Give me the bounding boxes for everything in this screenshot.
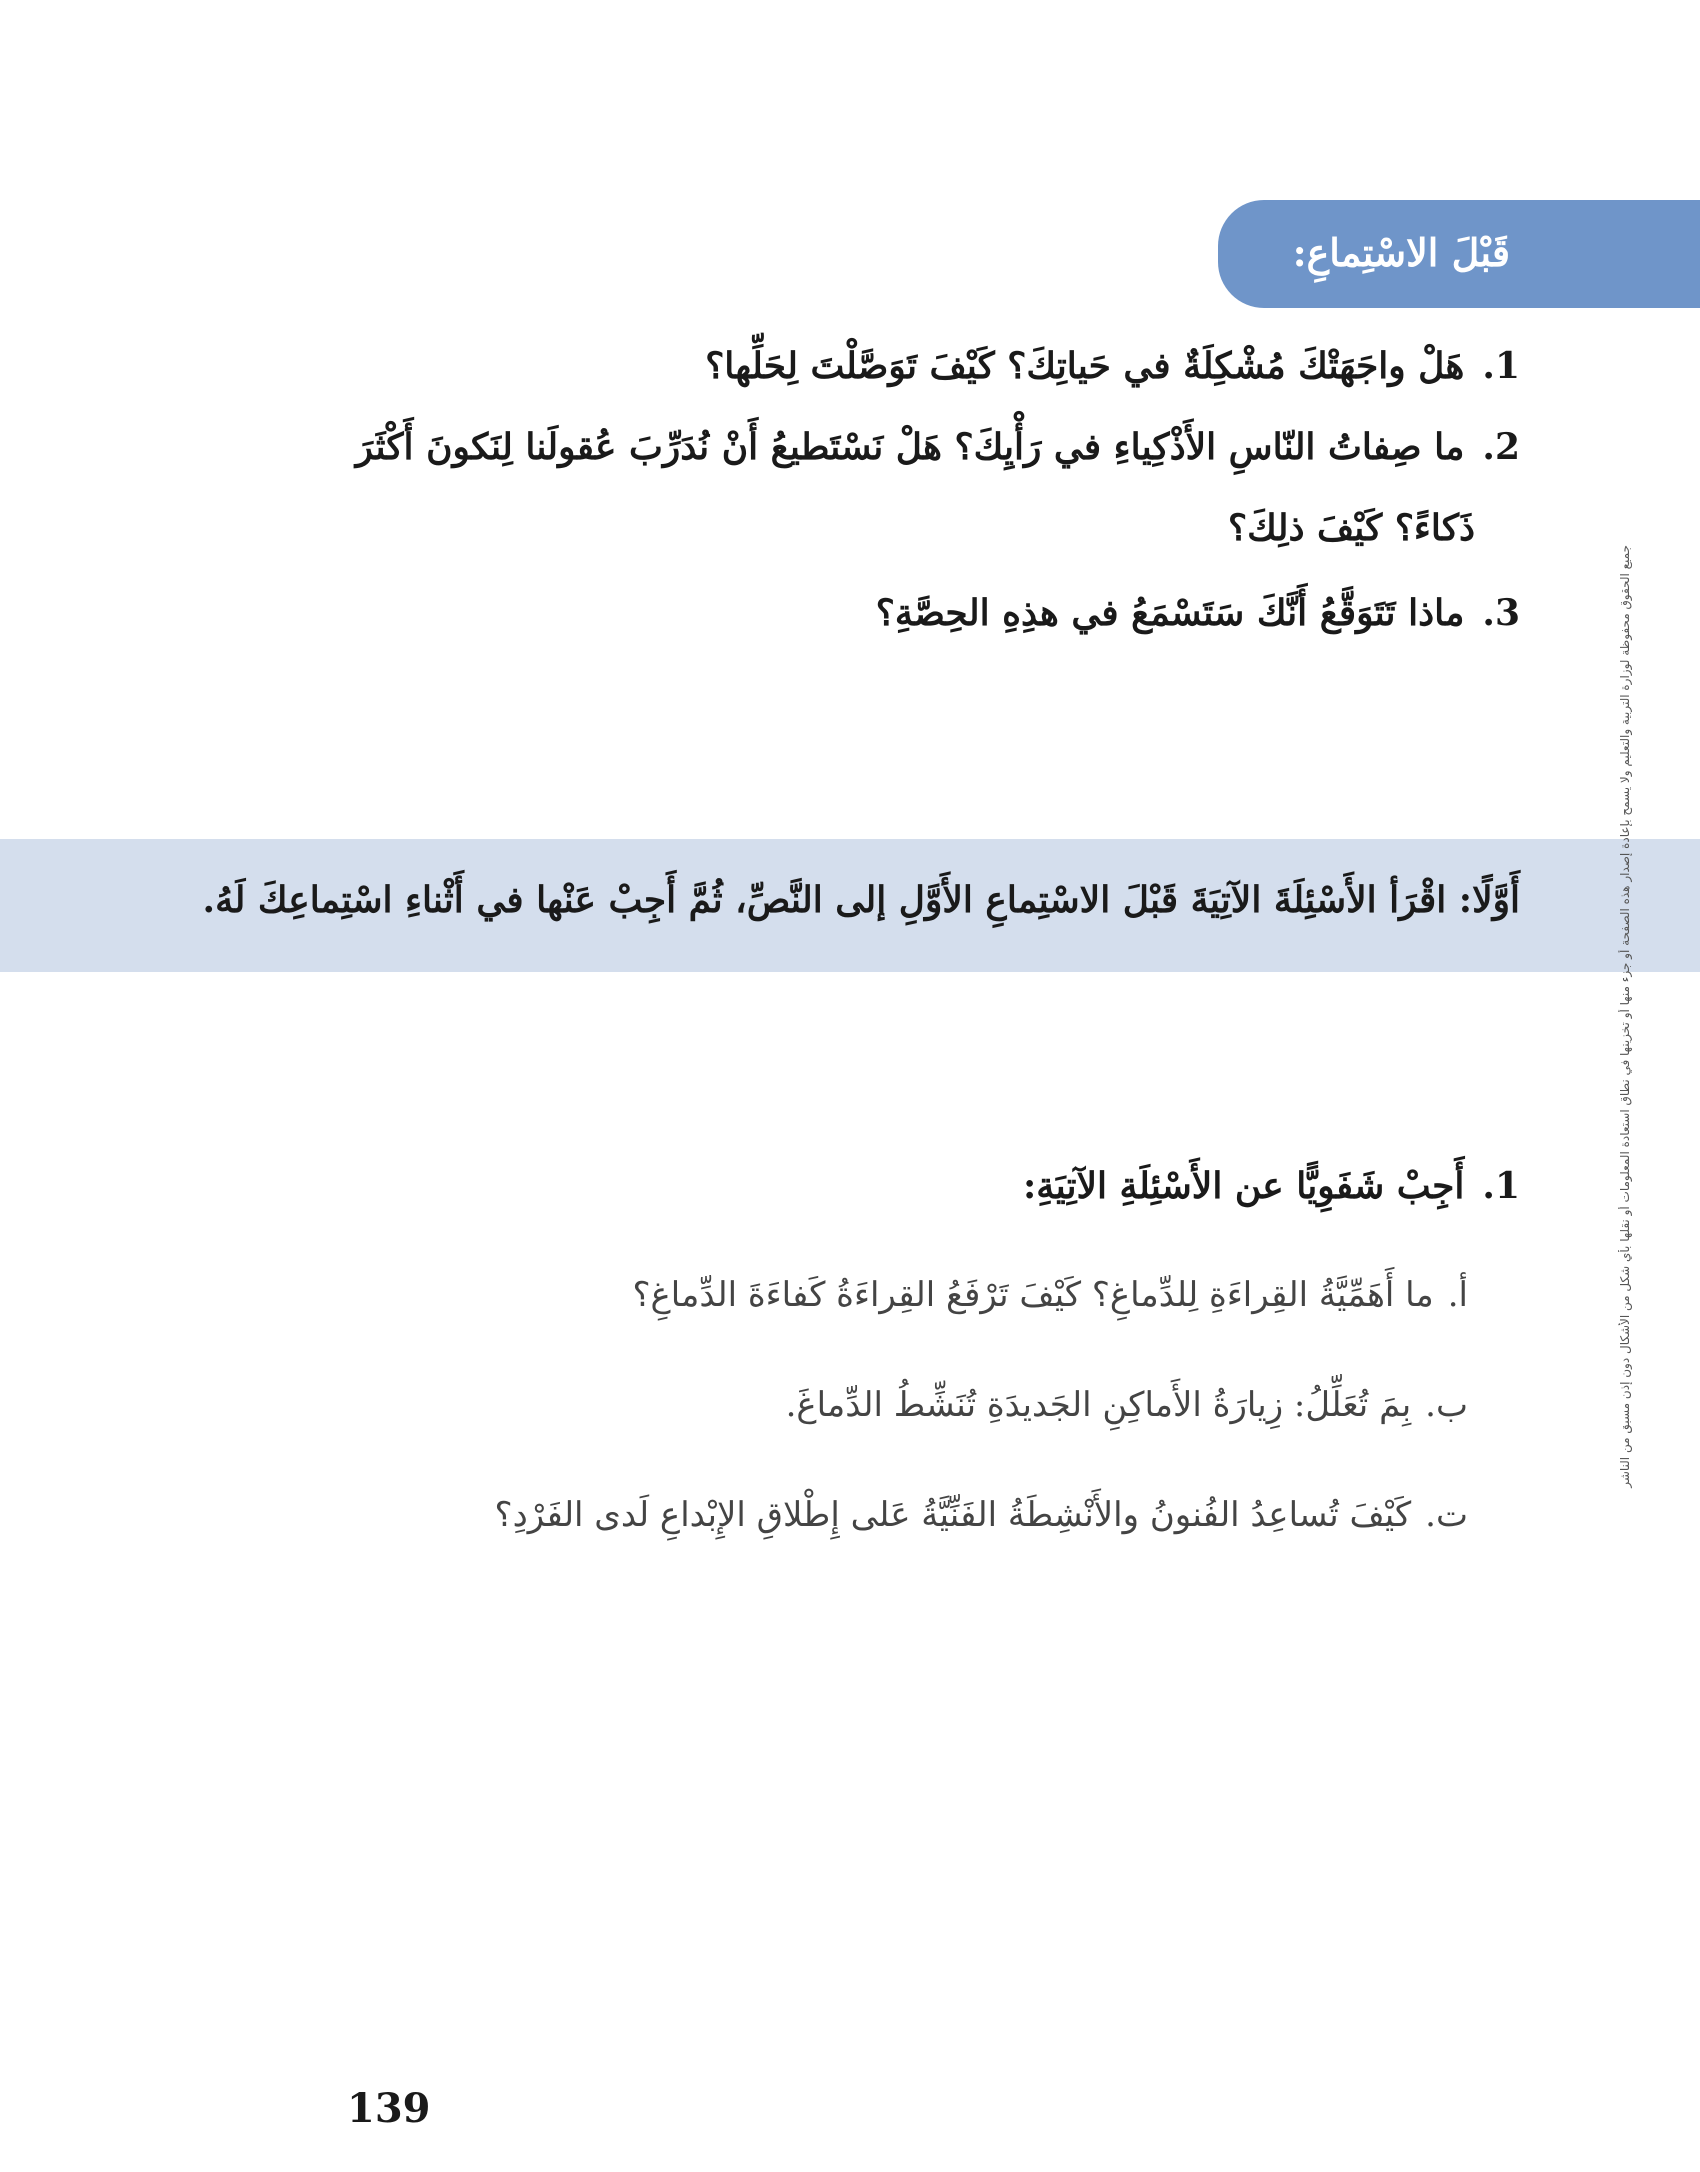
question-number: 2. <box>1482 426 1520 468</box>
sub-question-letter: ب. <box>1425 1385 1468 1425</box>
question-text: ماذا تَتَوَقَّعُ أَنَّكَ سَتَسْمَعُ في هذِهِ الحِصَّةِ؟ <box>875 592 1465 634</box>
copyright-text: جميع الحقوق محفوظة لوزارة التربية والتعليم ولا يسمح بإعادة إصدار هذه الصفحة أو جزء منها أو تخزينها في نطاق استعادة المعلومات أو نقلها بأي شكل من الأشكال دون إذن مسبق من الناشر <box>1618 545 1632 1488</box>
pre-question-2 <box>356 426 1520 468</box>
pre-question-1 <box>705 345 1520 387</box>
sub-question-t <box>495 1495 1468 1535</box>
sub-question-text: ما أَهَمِّيَّةُ القِراءَةِ لِلدِّماغِ؟ كَيْفَ تَرْفَعُ القِراءَةُ كَفاءَةَ الدِّماغِ؟ <box>632 1275 1434 1315</box>
instruction-band <box>0 839 1700 972</box>
section-title: قَبْلَ الاسْتِماعِ: <box>1292 230 1510 275</box>
task-heading <box>1023 1165 1520 1207</box>
instruction-text: أَوَّلًا: اقْرَأ الأَسْئِلَةَ الآتِيَةَ قَبْلَ الاسْتِماعِ الأَوَّلِ إلى النَّصِّ، ثُمَّ أَجِبْ عَنْها في أَثْناءِ اسْتِماعِكَ لَهُ. <box>202 879 1520 921</box>
question-number: 3. <box>1482 592 1520 634</box>
task-number: 1. <box>1482 1165 1520 1207</box>
task-text: أَجِبْ شَفَوِيًّا عن الأَسْئِلَةِ الآتِيَةِ: <box>1023 1165 1465 1207</box>
sub-question-letter: ت. <box>1425 1495 1468 1535</box>
question-text: هَلْ واجَهَتْكَ مُشْكِلَةٌ في حَياتِكَ؟ كَيْفَ تَوَصَّلْتَ لِحَلِّها؟ <box>705 345 1465 387</box>
section-tab <box>1218 200 1700 308</box>
page-number: 139 <box>347 2085 431 2132</box>
sub-question-a <box>632 1275 1468 1315</box>
sub-question-letter: أ. <box>1447 1275 1468 1315</box>
question-number: 1. <box>1482 345 1520 387</box>
sub-question-text: بِمَ تُعَلِّلُ: زِيارَةُ الأَماكِنِ الجَديدَةِ تُنَشِّطُ الدِّماغَ. <box>785 1385 1412 1425</box>
copyright-side-note <box>1618 545 1644 1635</box>
pre-question-3 <box>876 592 1520 634</box>
pre-question-2-continuation: ذَكاءً؟ كَيْفَ ذلِكَ؟ <box>1228 507 1475 549</box>
sub-question-text: كَيْفَ تُساعِدُ الفُنونُ والأَنْشِطَةُ الفَنِّيَّةُ عَلى إِطْلاقِ الإِبْداعِ لَدى الفَرْدِ؟ <box>494 1495 1412 1535</box>
question-text: ما صِفاتُ النّاسِ الأَذْكِياءِ في رَأْيِكَ؟ هَلْ نَسْتَطيعُ أَنْ نُدَرِّبَ عُقولَنا لِنَكونَ أَكْثَرَ <box>355 426 1465 468</box>
sub-question-b <box>786 1385 1468 1425</box>
